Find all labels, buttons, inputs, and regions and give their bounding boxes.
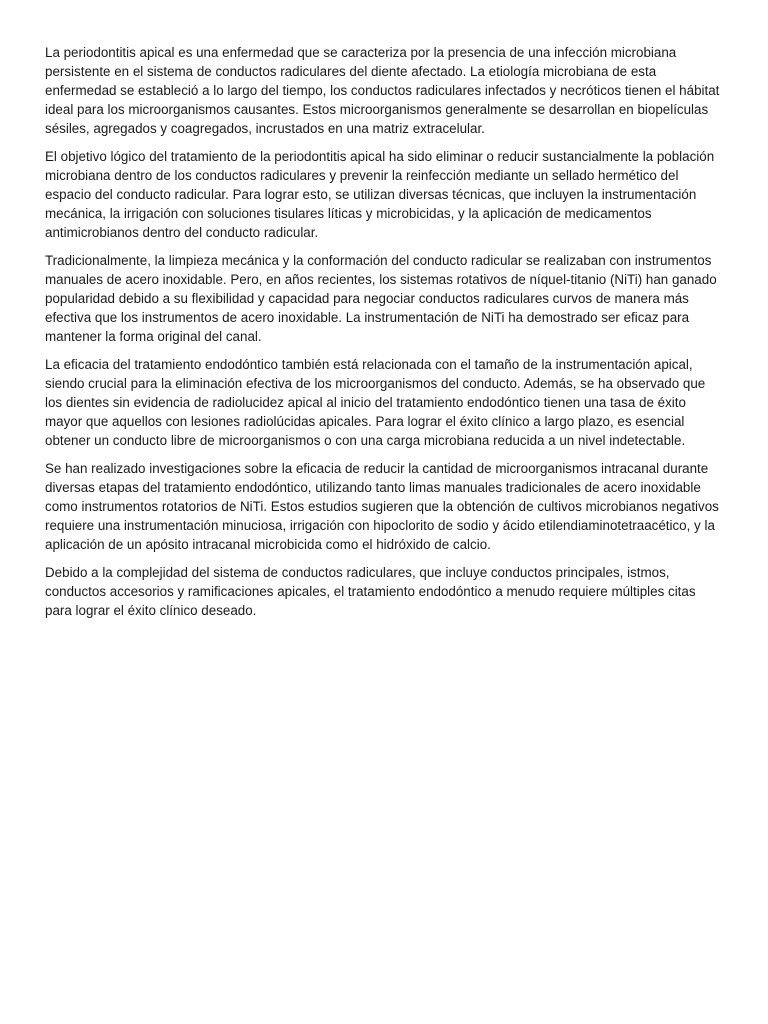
paragraph-1: La periodontitis apical es una enfermedad que se caracteriza por la presencia de una infección microbiana persistente en el sistema de conductos radiculares del diente afectado. La etiología microbiana de esta enfermedad se estableció a lo largo del tiempo, los conductos radiculares infectados y necróticos tienen el hábitat ideal para los microorganismos causantes. Estos microorganismos generalmente se desarrollan en biopelículas sésiles, agregados y coagregados, incrustados en una matriz extracelular. xyxy=(45,45,720,136)
paragraph-2: El objetivo lógico del tratamiento de la periodontitis apical ha sido eliminar o reducir sustancialmente la población microbiana dentro de los conductos radiculares y prevenir la reinfección mediante un sellado hermético del espacio del conducto radicular. Para lograr esto, se utilizan diversas técnicas, que incluyen la instrumentación mecánica, la irrigación con soluciones tisulares líticas y microbicidas, y la aplicación de medicamentos antimicrobianos dentro del conducto radicular. xyxy=(45,149,715,240)
paragraph-3: Tradicionalmente, la limpieza mecánica y la conformación del conducto radicular se realizaban con instrumentos manuales de acero inoxidable. Pero, en años recientes, los sistemas rotativos de níquel-titanio (NiTi) han ganado popularidad debido a su flexibilidad y capacidad para negociar conductos radiculares curvos de manera más efectiva que los instrumentos de acero inoxidable. La instrumentación de NiTi ha demostrado ser eficaz para mantener la forma original del canal. xyxy=(45,253,717,344)
paragraph-5: Se han realizado investigaciones sobre la eficacia de reducir la cantidad de microorganismos intracanal durante diversas etapas del tratamiento endodóntico, utilizando tanto limas manuales tradicionales de acero inoxidable como instrumentos rotatorios de NiTi. Estos estudios sugieren que la obtención de cultivos microbianos negativos requiere una instrumentación minuciosa, irrigación con hipoclorito de sodio y ácido etilendiaminotetraacético, y la aplicación de un apósito intracanal microbicida como el hidróxido de calcio. xyxy=(45,461,719,552)
paragraph-6: Debido a la complejidad del sistema de conductos radiculares, que incluye conductos principales, istmos, conductos accesorios y ramificaciones apicales, el tratamiento endodóntico a menudo requiere múltiples citas para lograr el éxito clínico deseado. xyxy=(45,565,696,618)
paragraph-4: La eficacia del tratamiento endodóntico también está relacionada con el tamaño de la instrumentación apical, siendo crucial para la eliminación efectiva de los microorganismos del conducto. Además, se ha observado que los dientes sin evidencia de radiolucidez apical al inicio del tratamiento endodóntico tienen una tasa de éxito mayor que aquellos con lesiones radiolúcidas apicales. Para lograr el éxito clínico a largo plazo, es esencial obtener un conducto libre de microorganismos o con una carga microbiana reducida a un nivel indetectable. xyxy=(45,357,706,448)
document-body xyxy=(45,44,725,630)
